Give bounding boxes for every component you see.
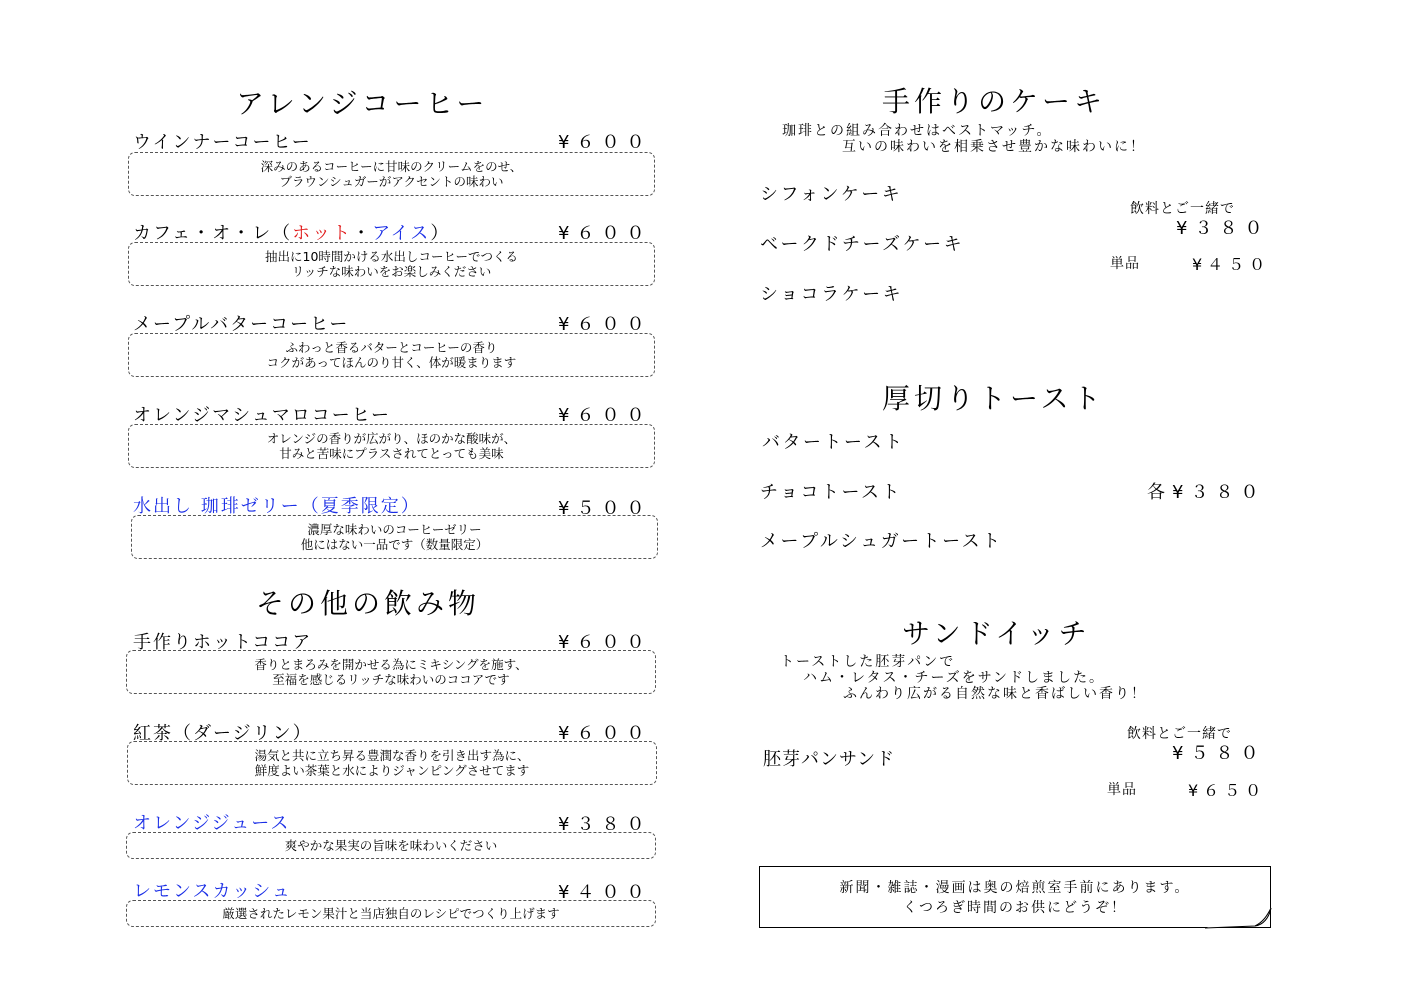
cake-single-label: 単品 [1110, 256, 1140, 272]
description-line: 深みのあるコーヒーに甘味のクリームをのせ、 [260, 159, 523, 174]
menu-item-name: 手作りホットココア [133, 632, 313, 653]
description-line: 抽出に10時間かける水出しコーヒーでつくる [265, 249, 518, 264]
sandwich-set-label: 飲料とご一緒で [1127, 726, 1232, 742]
description-line: 香りとまろみを開かせる為にミキシングを施す、 [254, 657, 528, 672]
description-line: 鮮度よい茶葉と水によりジャンピングさせてます [254, 763, 530, 778]
menu-item-name: 紅茶（ダージリン） [133, 723, 313, 744]
menu-item-price: ¥６００ [558, 723, 652, 744]
description-line: 甘みと苦味にプラスされてとっても美味 [279, 446, 504, 461]
menu-item-name: メープルバターコーヒー [133, 314, 350, 335]
description-line: 至福を感じるリッチな味わいのココアです [272, 672, 510, 687]
cake-title: 手作りのケーキ [882, 85, 1107, 118]
cake-note-line: 珈琲との組み合わせはベストマッチ。 [782, 123, 1053, 139]
name-separator: ・ [352, 223, 373, 244]
ice-label: アイス [372, 223, 431, 244]
toast-item: メープルシュガートースト [760, 531, 1003, 552]
menu-item-price: ¥６００ [558, 405, 652, 426]
menu-item-description [131, 515, 658, 559]
sandwich-item: 胚芽パンサンド [763, 749, 896, 770]
menu-item-name: ウインナーコーヒー [133, 132, 312, 153]
description-line: 爽やかな果実の旨味を味わいください [284, 838, 498, 853]
cake-note-line: 互いの味わいを相乗させ豊かな味わいに！ [842, 139, 1146, 155]
notice-line: くつろぎ時間のお供にどうぞ！ [903, 900, 1127, 916]
description-line: ふわっと香るバターとコーヒーの香り [285, 340, 498, 355]
sandwich-single-label: 単品 [1107, 782, 1137, 798]
cake-set-label: 飲料とご一緒で [1130, 201, 1235, 217]
sandwich-set-price: ¥５８０ [1172, 743, 1266, 764]
menu-item-price: ¥６００ [558, 314, 652, 335]
menu-item-description [126, 650, 656, 694]
cake-item: ショコラケーキ [760, 284, 904, 305]
cake-set-price: ¥３８０ [1176, 218, 1270, 239]
sandwich-note-line: トーストした胚芽パンで [780, 654, 956, 670]
menu-item-name: オレンジジュース [133, 813, 291, 834]
menu-item-price: ¥６００ [558, 632, 652, 653]
cake-single-price: ¥４５０ [1192, 255, 1271, 274]
notice-line: 新聞・雑誌・漫画は奥の焙煎室手前にあります。 [839, 880, 1191, 896]
menu-item-name: 水出し 珈琲ゼリー（夏季限定） [133, 496, 421, 517]
toast-price: 各¥３８０ [1147, 482, 1266, 503]
name-part: カフェ・オ・レ（ [133, 223, 293, 244]
menu-item-description [128, 242, 655, 286]
hot-label: ホット [292, 223, 353, 244]
sandwich-note-line: ふんわり広がる自然な味と香ばしい香り！ [843, 686, 1147, 702]
description-line: 厳選されたレモン果汁と当店独自のレシピでつくり上げます [222, 906, 560, 921]
description-line: コクがあってほんのり甘く、体が暖まります [266, 355, 517, 370]
description-line: オレンジの香りが広がり、ほのかな酸味が、 [266, 431, 517, 446]
menu-item-price: ¥５００ [558, 498, 652, 519]
menu-item-description [127, 741, 657, 785]
page-curl-corner [1205, 906, 1275, 932]
menu-item-name: レモンスカッシュ [133, 881, 292, 902]
cake-item: シフォンケーキ [760, 184, 903, 205]
other-drinks-title: その他の飲み物 [256, 587, 481, 620]
toast-item: バタートースト [762, 432, 905, 453]
sandwich-note-line: ハム・レタス・チーズをサンドしました。 [803, 670, 1106, 686]
description-line: 他にはない一品です（数量限定） [300, 537, 489, 552]
name-part: ） [430, 223, 451, 244]
menu-item-price: ¥４００ [558, 882, 652, 903]
menu-item-price: ¥６００ [558, 132, 652, 153]
sandwich-single-price: ¥６５０ [1188, 781, 1267, 800]
description-line: 湯気と共に立ち昇る豊潤な香りを引き出す為に、 [254, 748, 530, 763]
menu-item-description [128, 424, 655, 468]
description-line: リッチな味わいをお楽しみください [291, 264, 492, 279]
cake-item: ベークドチーズケーキ [760, 234, 965, 255]
arrange-coffee-title: アレンジコーヒー [236, 87, 489, 120]
menu-item-price: ¥６００ [558, 223, 652, 244]
menu-item-price: ¥３８０ [558, 814, 652, 835]
sandwich-title: サンドイッチ [902, 617, 1091, 650]
description-line: 濃厚な味わいのコーヒーゼリー [307, 522, 482, 537]
description-line: ブラウンシュガーがアクセントの味わい [279, 174, 504, 189]
menu-item-description [126, 832, 656, 859]
toast-item: チョコトースト [760, 482, 903, 503]
notice-box [759, 866, 1271, 928]
toast-title: 厚切りトースト [882, 382, 1105, 415]
menu-item-description [128, 152, 655, 196]
menu-item-name: オレンジマシュマロコーヒー [133, 405, 392, 426]
menu-item-description [126, 900, 656, 927]
menu-item-description [128, 333, 655, 377]
